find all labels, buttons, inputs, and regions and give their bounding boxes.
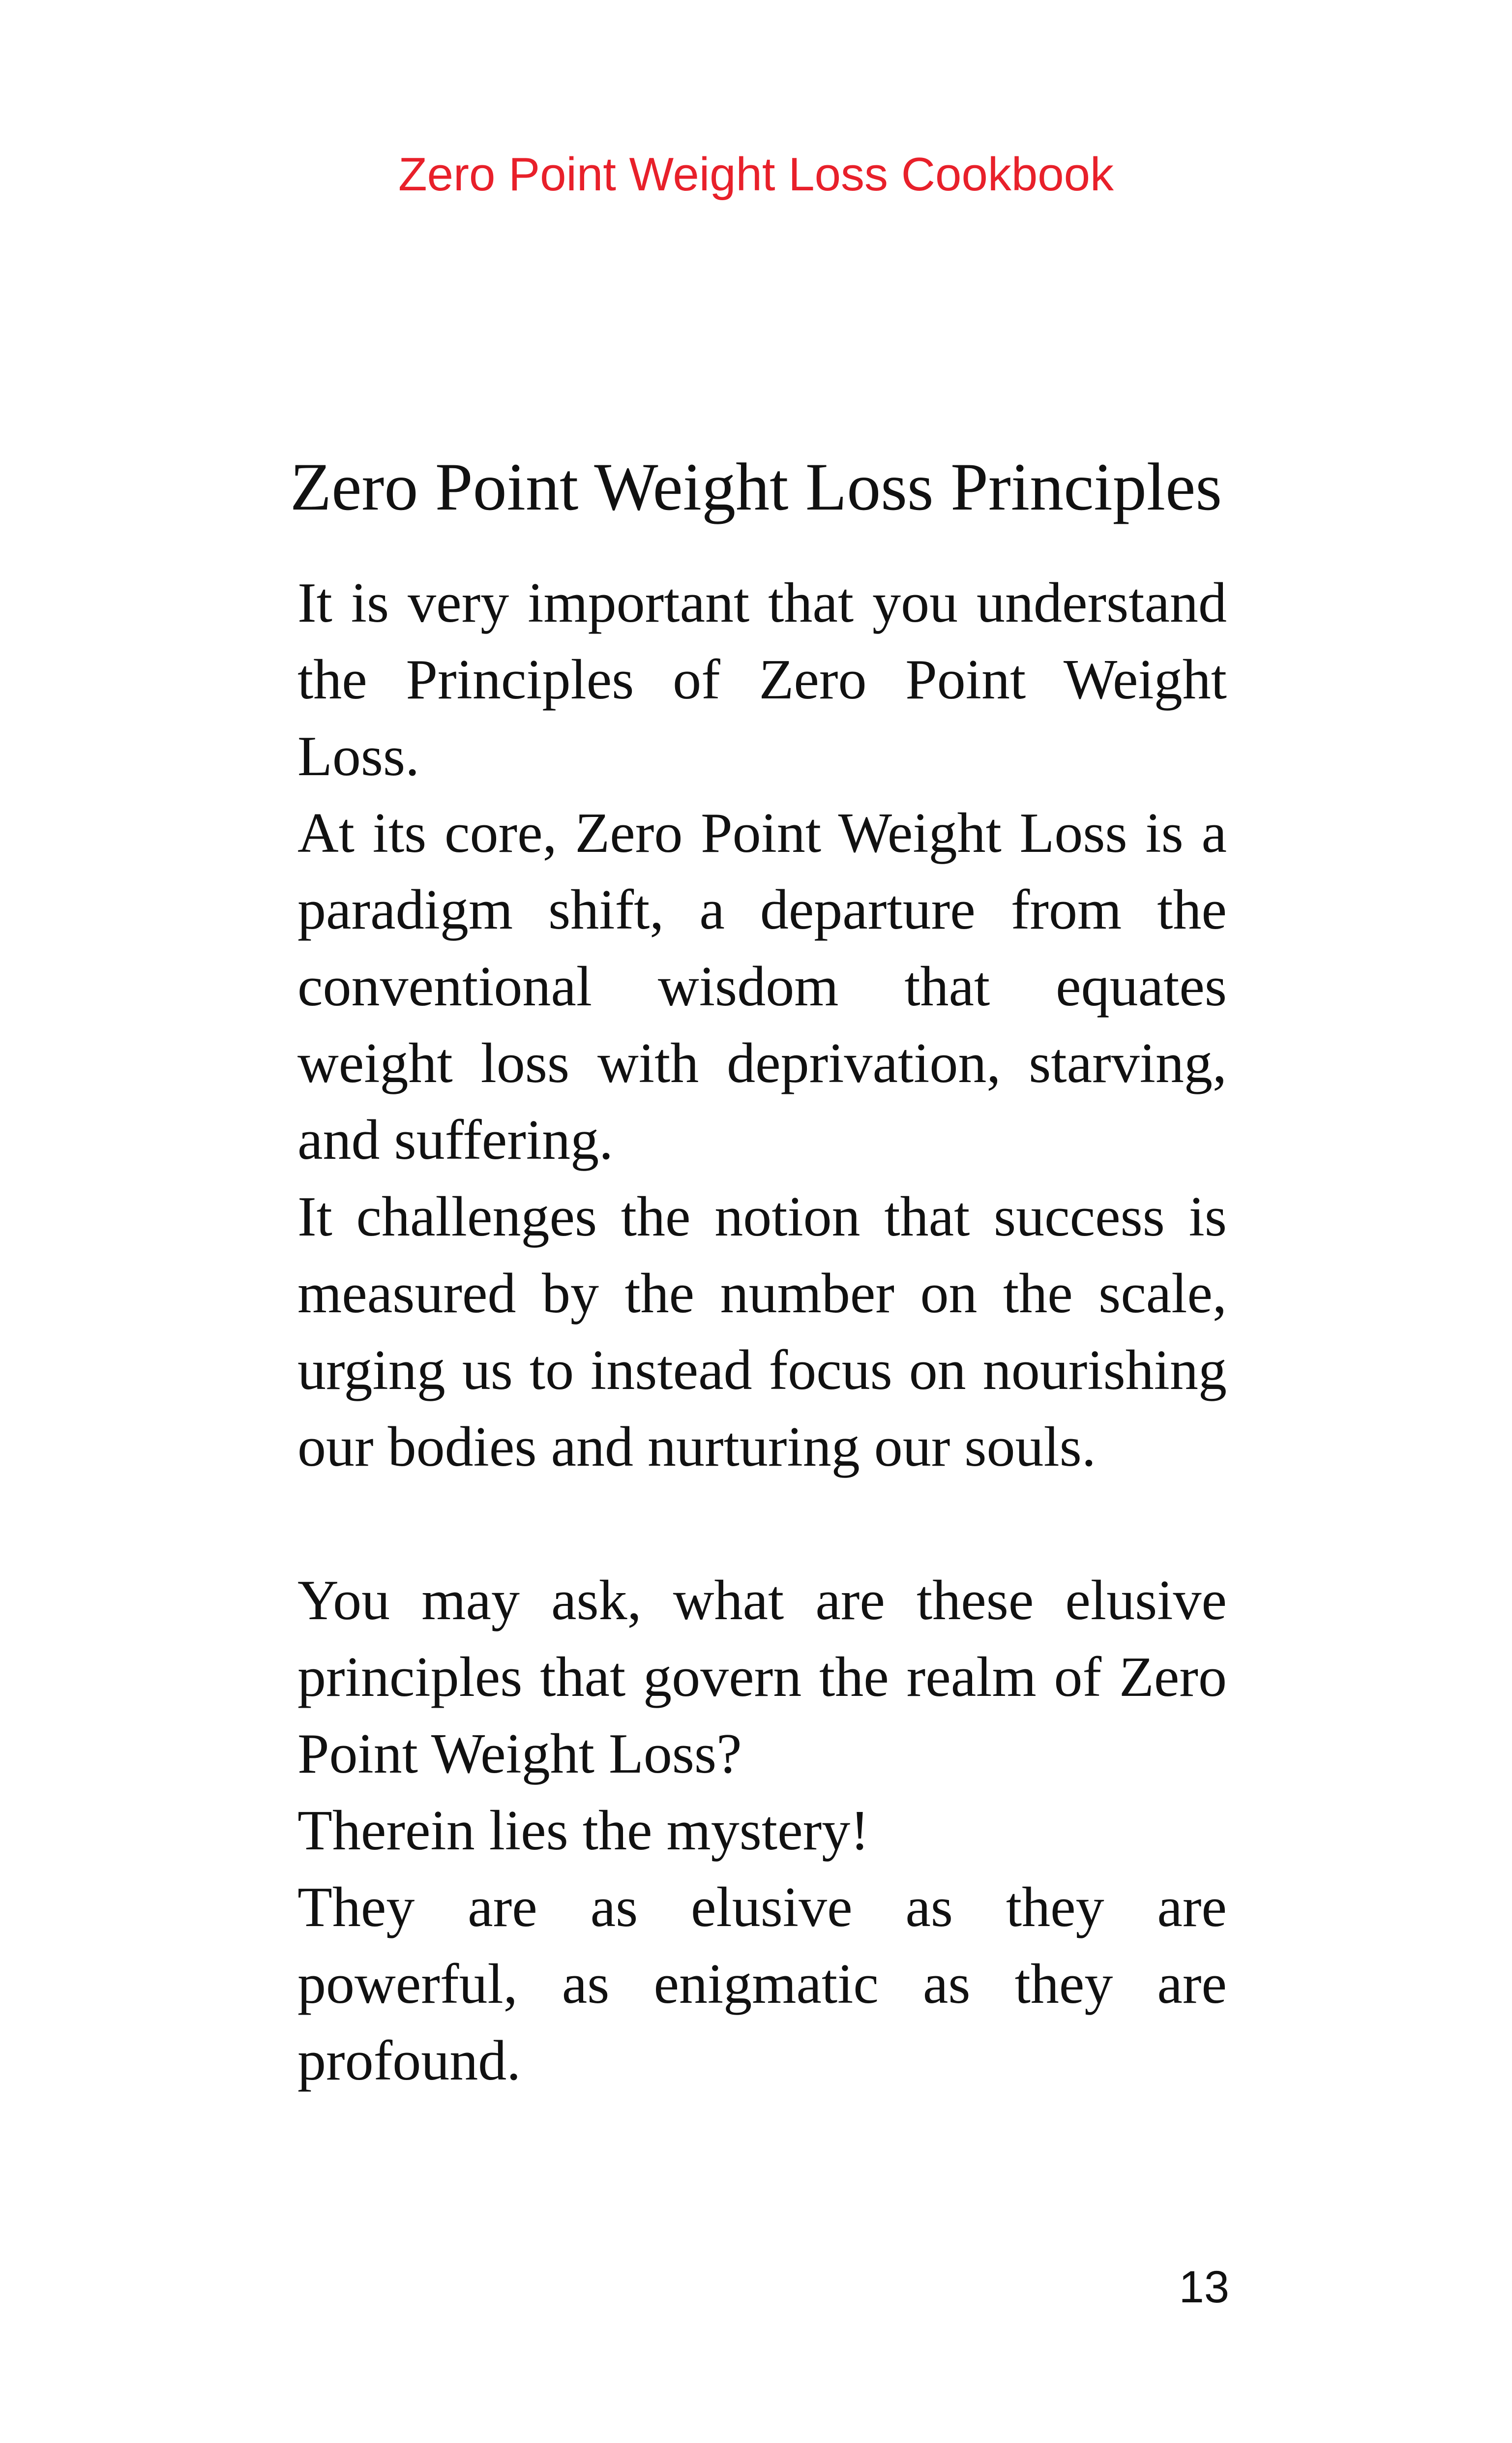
paragraph: It challenges the notion that success is measured by the number on the scale, urging us to instead focus on nourishing our bodies and nurturing our souls. bbox=[297, 1185, 1227, 1478]
paragraph: They are as elusive as they are powerful, as enigmatic as they are profound. bbox=[297, 1876, 1227, 2092]
paragraph: At its core, Zero Point Weight Loss is a paradigm shift, a departure from the conventional wisdom that equates weight loss with deprivation, starving, and suffering. bbox=[297, 802, 1227, 1172]
paragraph: Therein lies the mystery! bbox=[297, 1799, 869, 1862]
paragraph: You may ask, what are these elusive principles that govern the realm of Zero Point Weight Loss? bbox=[297, 1569, 1227, 1785]
chapter-title: Zero Point Weight Loss Principles bbox=[290, 449, 1222, 524]
page-number: 13 bbox=[1179, 2262, 1229, 2312]
paragraph: It is very important that you understand the Principles of Zero Point Weight Loss. bbox=[297, 572, 1227, 788]
body-text bbox=[297, 565, 1227, 2099]
running-header-title: Zero Point Weight Loss Cookbook bbox=[398, 148, 1114, 201]
